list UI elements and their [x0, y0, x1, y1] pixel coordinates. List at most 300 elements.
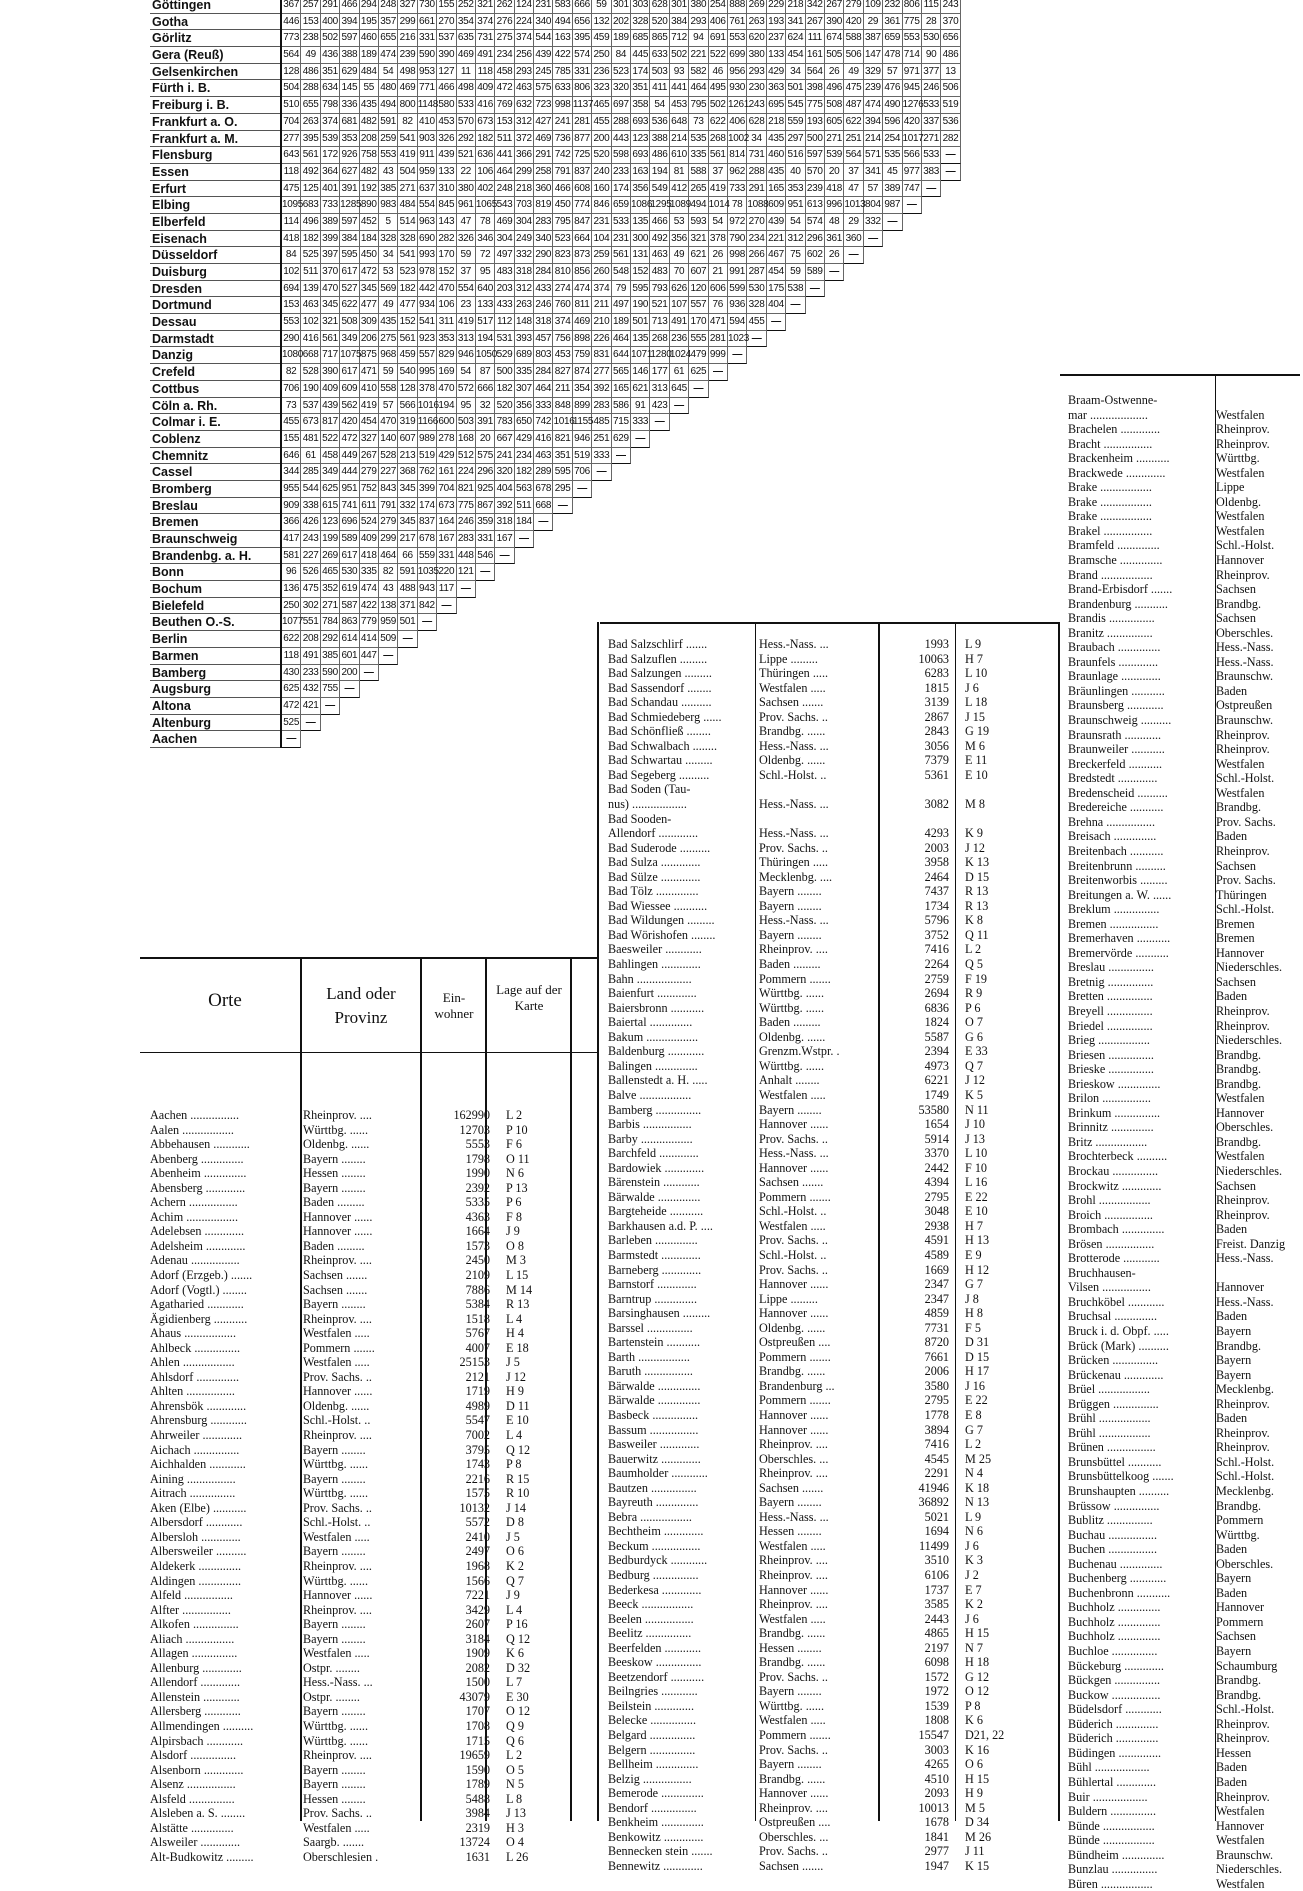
distance-cell: 491: [670, 314, 689, 331]
cell-ew: 3184: [465, 1631, 490, 1646]
table-row: [1068, 1455, 1303, 1470]
distance-cell: 492: [301, 164, 320, 181]
cell-land: Prov. Sachs.: [1216, 873, 1276, 888]
distance-cell: 75: [786, 247, 805, 264]
cell-ew: 10063: [918, 651, 949, 666]
cell-ort: Bückeburg .............: [1068, 1658, 1164, 1673]
distance-cell: 275: [379, 331, 398, 348]
distance-city: Crefeld: [150, 364, 280, 381]
distance-cell: 506: [844, 47, 863, 64]
cell-ort: Britz .................: [1068, 1134, 1148, 1149]
cell-land: Brandbg. ......: [759, 1655, 826, 1670]
distance-cell: 474: [864, 97, 883, 114]
table-row: [1068, 1266, 1303, 1281]
distance-cell: 574: [806, 214, 825, 231]
distance-cell: 328: [379, 231, 398, 248]
distance-cell: 227: [379, 464, 398, 481]
distance-cell: 409: [360, 531, 379, 548]
cell-land: Lippe .........: [759, 1291, 818, 1306]
distance-cell: 237: [767, 30, 786, 47]
table-row: [608, 1699, 1027, 1714]
cell-lage: E 8: [965, 1407, 982, 1422]
distance-cell: 341: [786, 14, 805, 31]
distance-cell: 610: [670, 147, 689, 164]
distance-cell: 636: [476, 147, 495, 164]
cell-land: Hessen ........: [759, 1640, 822, 1655]
distance-cell: 926: [340, 147, 359, 164]
distance-cell: 433: [495, 297, 514, 314]
cell-land: Hannover: [1216, 1600, 1265, 1615]
table-row: [608, 652, 1027, 667]
distance-cell: 37: [709, 164, 728, 181]
distance-cell: 26: [825, 64, 844, 81]
cell-lage: Q 7: [965, 1058, 983, 1073]
distance-cell: 609: [340, 381, 359, 398]
cell-ort: Bad Schwalbach ........: [608, 738, 717, 753]
distance-city: Bamberg: [150, 665, 280, 682]
cell-ort: Braunsrath ............: [1068, 727, 1162, 742]
distance-cell: 962: [728, 164, 747, 181]
distance-cell: 791: [379, 498, 398, 515]
cell-land: Rheinprov. ....: [303, 1253, 372, 1268]
cell-ort: Bedburg ...............: [608, 1568, 699, 1582]
distance-cell: 693: [631, 147, 650, 164]
cell-ew: 3139: [924, 695, 949, 710]
distance-cell: 211: [592, 297, 611, 314]
cell-ort: Bärwalde ..............: [608, 1189, 701, 1204]
distance-cell: 564: [844, 147, 863, 164]
cell-lage: H 17: [965, 1364, 990, 1379]
distance-cell: 539: [825, 147, 844, 164]
distance-cell: 491: [476, 47, 495, 64]
table-row: [1068, 931, 1303, 946]
cell-ort: Barsinghausen .........: [608, 1306, 711, 1321]
distance-cell: 111: [806, 30, 825, 47]
table-row: [150, 1297, 568, 1312]
distance-cell: 435: [360, 97, 379, 114]
distance-cell: 1166: [418, 414, 437, 431]
distance-cell: 482: [360, 114, 379, 131]
table-row: [1068, 1790, 1303, 1805]
distance-cell: 295: [553, 481, 572, 498]
distance-cell: 713: [650, 314, 669, 331]
cell-ort: Bederkesa .............: [608, 1582, 702, 1597]
distance-cell: 218: [786, 0, 805, 14]
distance-cell: 597: [340, 214, 359, 231]
cell-lage: H 7: [965, 1218, 983, 1233]
distance-cell: 426: [301, 514, 320, 531]
cell-lage: J 14: [506, 1500, 526, 1515]
cell-land: Westfalen: [1216, 509, 1265, 524]
distance-cell: 367: [282, 0, 301, 14]
cell-land: Bayern ........: [759, 1102, 822, 1117]
distance-cell: 269: [747, 0, 766, 14]
distance-cell: 697: [612, 97, 631, 114]
distance-cell: 327: [398, 0, 417, 14]
cell-lage: F 19: [965, 971, 988, 986]
cell-lage: Q 9: [506, 1718, 524, 1733]
cell-land: Thüringen: [1216, 887, 1267, 902]
distance-cell: 250: [592, 47, 611, 64]
distance-cell: 312: [515, 114, 534, 131]
distance-cell: 234: [495, 47, 514, 64]
distance-cell: 296: [806, 231, 825, 248]
cell-lage: G 7: [965, 1422, 983, 1437]
cell-ew: 5384: [465, 1297, 490, 1312]
distance-cell: 190: [301, 381, 320, 398]
cell-ew: 1694: [924, 1524, 949, 1539]
distance-cell: 685: [631, 30, 650, 47]
distance-cell: 210: [592, 314, 611, 331]
distance-cell: 90: [922, 47, 941, 64]
cell-ort: Aliach ................: [150, 1631, 235, 1646]
table-row: [150, 1821, 568, 1836]
cell-ew: 10132: [459, 1500, 490, 1515]
cell-lage: R 10: [506, 1486, 530, 1501]
table-row: [608, 1728, 1027, 1743]
cell-ew: 1669: [924, 1262, 949, 1277]
table-row: [1068, 946, 1303, 961]
cell-ort: Brösen ................: [1068, 1236, 1155, 1251]
distance-cell: 128: [398, 381, 417, 398]
distance-cell: 541: [418, 314, 437, 331]
distance-city: Freiburg i. B.: [150, 97, 280, 114]
cell-land: Rheinprov. ....: [759, 1597, 828, 1612]
distance-cell: 773: [282, 30, 301, 47]
distance-cell: 13: [941, 64, 960, 81]
distance-cell: 208: [301, 631, 320, 648]
distance-cell: 699: [728, 47, 747, 64]
distance-cell: 276: [495, 14, 514, 31]
cell-ew: 3585: [924, 1597, 949, 1612]
cell-lage: M 8: [965, 797, 985, 812]
distance-cell: 302: [301, 598, 320, 615]
table-row: [150, 1763, 568, 1778]
table-row: [1068, 480, 1303, 495]
cell-land: Niederschles.: [1216, 1033, 1282, 1048]
cell-ew: 2410: [465, 1529, 490, 1544]
distance-cell: 241: [553, 114, 572, 131]
distance-cell: 490: [883, 97, 902, 114]
cell-ort: Bad Salzungen .........: [608, 666, 712, 681]
cell-lage: J 6: [965, 1538, 979, 1553]
cell-ew: 1798: [465, 1151, 490, 1166]
distance-cell: 239: [398, 47, 417, 64]
cell-ort: Bad Wörishofen ........: [608, 927, 716, 942]
distance-cell: 135: [631, 331, 650, 348]
cell-ort: Abbehausen ............: [150, 1137, 250, 1152]
cell-ew: 4589: [924, 1247, 949, 1262]
distance-cell: 626: [670, 281, 689, 298]
distance-cell: 470: [379, 414, 398, 431]
distance-cell: 279: [379, 514, 398, 531]
distance-cell: 190: [631, 297, 650, 314]
distance-city: Altenburg: [150, 715, 280, 732]
distance-cell: 243: [301, 531, 320, 548]
cell-land: Brandbg.: [1216, 1076, 1262, 1091]
table-row: [150, 1603, 568, 1618]
distance-cell: 756: [553, 331, 572, 348]
distance-cell: 528: [301, 364, 320, 381]
distance-cell: 404: [767, 297, 786, 314]
distance-cell: 561: [301, 147, 320, 164]
distance-cell: 283: [592, 398, 611, 415]
distance-cell: 433: [534, 281, 553, 298]
table-row: [1068, 1120, 1303, 1135]
cell-lage: J 6: [965, 680, 979, 695]
cell-lage: Q 7: [506, 1573, 524, 1588]
distance-cell: 165: [612, 381, 631, 398]
cell-lage: L 2: [506, 1108, 523, 1122]
cell-ort: Brake .................: [1068, 480, 1152, 495]
cell-land: Rheinprov.: [1216, 1193, 1270, 1208]
table-row: [608, 1001, 1027, 1016]
distance-cell: 290: [534, 247, 553, 264]
cell-land: Schl.-Holst.: [1216, 538, 1275, 553]
distance-cell: 282: [941, 131, 960, 148]
distance-cell: 673: [476, 114, 495, 131]
distance-cell: 54: [379, 64, 398, 81]
distance-cell: 390: [437, 47, 456, 64]
distance-cell: 643: [282, 147, 301, 164]
cell-ew: 1719: [465, 1384, 490, 1399]
distance-cell: 21: [709, 264, 728, 281]
distance-cell: 384: [340, 231, 359, 248]
table-row: [608, 1044, 1027, 1059]
cell-land: Oldenbg.: [1216, 494, 1262, 509]
cell-ort: Breisach ..............: [1068, 829, 1157, 844]
distance-cell: 374: [476, 14, 495, 31]
distance-cell: 397: [321, 247, 340, 264]
distance-cell: 510: [282, 97, 301, 114]
cell-land: Baden: [1216, 989, 1248, 1004]
cell-lage: L 4: [506, 1602, 523, 1617]
cell-land: Bayern ........: [303, 1151, 366, 1166]
distance-cell: 909: [282, 498, 301, 515]
cell-ort: Basweiler .............: [608, 1437, 700, 1452]
distance-cell: —: [670, 398, 689, 415]
distance-cell: 774: [573, 197, 592, 214]
distance-cell: 486: [650, 147, 669, 164]
cell-land: Pommern .......: [759, 971, 831, 986]
distance-cell: 614: [340, 631, 359, 648]
distance-cell: 733: [728, 181, 747, 198]
cell-ort: Barmstedt .............: [608, 1247, 701, 1262]
distance-cell: 193: [767, 14, 786, 31]
distance-cell: 436: [321, 47, 340, 64]
cell-lage: P 8: [506, 1457, 522, 1472]
cell-ew: 2867: [924, 709, 949, 724]
distance-row: [282, 247, 1300, 264]
cell-lage: N 4: [965, 1466, 983, 1481]
distance-row: [282, 30, 1300, 47]
distance-cell: 523: [553, 231, 572, 248]
distance-cell: 655: [301, 97, 320, 114]
distance-cell: 674: [825, 30, 844, 47]
table-row: [150, 1152, 568, 1167]
cell-lage: L 7: [506, 1675, 523, 1690]
distance-cell: 617: [340, 264, 359, 281]
distance-cell: 263: [747, 14, 766, 31]
distance-cell: 120: [689, 281, 708, 298]
cell-land: Hannover ......: [759, 1582, 829, 1597]
cell-land: Pommern: [1216, 1614, 1264, 1629]
distance-cell: 236: [592, 64, 611, 81]
distance-cell: 443: [612, 131, 631, 148]
distance-cell: 460: [767, 147, 786, 164]
distance-cell: 118: [282, 164, 301, 181]
cell-ew: 1715: [465, 1733, 490, 1748]
distance-cell: 349: [340, 331, 359, 348]
cell-ew: 5547: [465, 1413, 490, 1428]
distance-cell: 519: [941, 97, 960, 114]
distance-cell: 571: [864, 147, 883, 164]
cell-land: Hessen: [1216, 1745, 1252, 1760]
distance-cell: —: [883, 214, 902, 231]
distance-table-cities: [150, 0, 282, 748]
distance-cell: 377: [922, 64, 941, 81]
distance-cell: 404: [495, 481, 514, 498]
cell-ew: [879, 782, 957, 797]
distance-cell: 465: [321, 564, 340, 581]
distance-cell: 96: [282, 564, 301, 581]
distance-cell: 271: [922, 131, 941, 148]
distance-cell: 593: [689, 214, 708, 231]
distance-cell: 624: [786, 30, 805, 47]
distance-cell: 76: [709, 297, 728, 314]
table-row: [608, 957, 1027, 972]
distance-cell: 349: [321, 464, 340, 481]
cell-ew: 1789: [465, 1777, 490, 1792]
distance-cell: 254: [883, 131, 902, 148]
distance-cell: 254: [709, 0, 728, 14]
distance-cell: 673: [301, 414, 320, 431]
distance-cell: 61: [301, 448, 320, 465]
table-row: [1068, 1309, 1303, 1324]
cell-ew: 4865: [924, 1626, 949, 1641]
distance-cell: 160: [592, 181, 611, 198]
distance-cell: 251: [844, 131, 863, 148]
table-row: [1068, 553, 1303, 568]
distance-cell: 469: [573, 314, 592, 331]
cell-ort: Bretnig ...............: [1068, 974, 1154, 989]
cell-ort: Bauerwitz .............: [608, 1451, 701, 1466]
distance-cell: 470: [437, 281, 456, 298]
cell-land: Anhalt ........: [759, 1073, 820, 1088]
cell-land: Lippe .........: [759, 651, 818, 666]
cell-lage: L 9: [965, 1509, 982, 1524]
cell-ort: Bennewitz .............: [608, 1858, 703, 1873]
cell-lage: D 34: [965, 1815, 990, 1830]
distance-cell: 837: [418, 514, 437, 531]
header-land: Land oder Provinz: [326, 984, 396, 1027]
table-row: [608, 1161, 1027, 1176]
distance-cell: 454: [786, 47, 805, 64]
table-row: [1068, 684, 1303, 699]
distance-cell: 248: [495, 181, 514, 198]
distance-cell: 566: [398, 398, 417, 415]
cell-land: Westfalen: [1216, 1876, 1265, 1891]
cell-ort: Bärwalde ..............: [608, 1393, 701, 1408]
distance-city: Dresden: [150, 281, 280, 298]
cell-ew: 15547: [918, 1728, 949, 1743]
distance-cell: 454: [360, 414, 379, 431]
cell-ew: 2795: [924, 1393, 949, 1408]
cell-ew: 3370: [924, 1146, 949, 1161]
cell-land: Westfalen .....: [759, 680, 826, 695]
cell-land: Oberschles.: [1216, 625, 1274, 640]
distance-cell: 267: [825, 0, 844, 14]
distance-cell: 464: [689, 80, 708, 97]
distance-cell: —: [321, 698, 340, 715]
distance-cell: 668: [534, 498, 553, 515]
cell-lage: D 15: [965, 869, 990, 884]
cell-ew: 25153: [459, 1355, 490, 1370]
cell-ort: Büderich ..............: [1068, 1716, 1159, 1731]
distance-cell: 479: [689, 347, 708, 364]
distance-cell: 998: [728, 247, 747, 264]
cell-ew: 1631: [465, 1849, 490, 1864]
distance-cell: 54: [650, 97, 669, 114]
distance-cell: 704: [282, 114, 301, 131]
cell-ew: 4363: [465, 1209, 490, 1224]
distance-cell: 656: [573, 14, 592, 31]
table-row: [608, 1815, 1027, 1830]
cell-lage: K 2: [506, 1558, 524, 1573]
cell-lage: K 6: [965, 1713, 983, 1728]
distance-cell: 435: [767, 131, 786, 148]
distance-cell: 153: [495, 114, 514, 131]
cell-ort: Brockau ...............: [1068, 1163, 1159, 1178]
distance-cell: 452: [360, 214, 379, 231]
distance-cell: 502: [670, 47, 689, 64]
distance-cell: 214: [670, 131, 689, 148]
distance-cell: 867: [476, 498, 495, 515]
distance-cell: 59: [786, 264, 805, 281]
distance-cell: 279: [360, 464, 379, 481]
cell-ort: Bünde .................: [1068, 1818, 1155, 1833]
cell-land: Westfalen: [1216, 1149, 1265, 1164]
cell-land: Rheinprov. ....: [303, 1311, 372, 1326]
cell-ort: Briesen ...............: [1068, 1047, 1154, 1062]
cell-ort: Buir ..................: [1068, 1789, 1148, 1804]
table-row: [1068, 1833, 1303, 1848]
cell-land: Bayern ........: [759, 898, 822, 913]
distance-cell: 530: [747, 281, 766, 298]
cell-land: Baden: [1216, 1309, 1248, 1324]
distance-cell: 95: [476, 264, 495, 281]
cell-ort: Breklum ...............: [1068, 902, 1160, 917]
table-row: [1068, 1091, 1303, 1106]
cell-ort: Bramsche ..............: [1068, 553, 1163, 568]
distance-cell: 450: [360, 247, 379, 264]
distance-cell: 827: [553, 364, 572, 381]
cell-lage: E 22: [965, 1189, 988, 1204]
cell-ort: Beerfelden ............: [608, 1640, 702, 1655]
cell-land: Bayern ........: [759, 1495, 822, 1510]
distance-cell: 194: [476, 331, 495, 348]
distance-cell: 291: [321, 0, 340, 14]
distance-cell: 37: [457, 264, 476, 281]
distance-city: Gotha: [150, 14, 280, 31]
distance-cell: 472: [282, 698, 301, 715]
distance-cell: 946: [573, 431, 592, 448]
cell-ort: Brücken ...............: [1068, 1353, 1159, 1368]
distance-cell: 311: [437, 314, 456, 331]
distance-cell: —: [786, 297, 805, 314]
cell-ew: 2347: [924, 1277, 949, 1292]
cell-ort: Brühl .................: [1068, 1411, 1151, 1426]
